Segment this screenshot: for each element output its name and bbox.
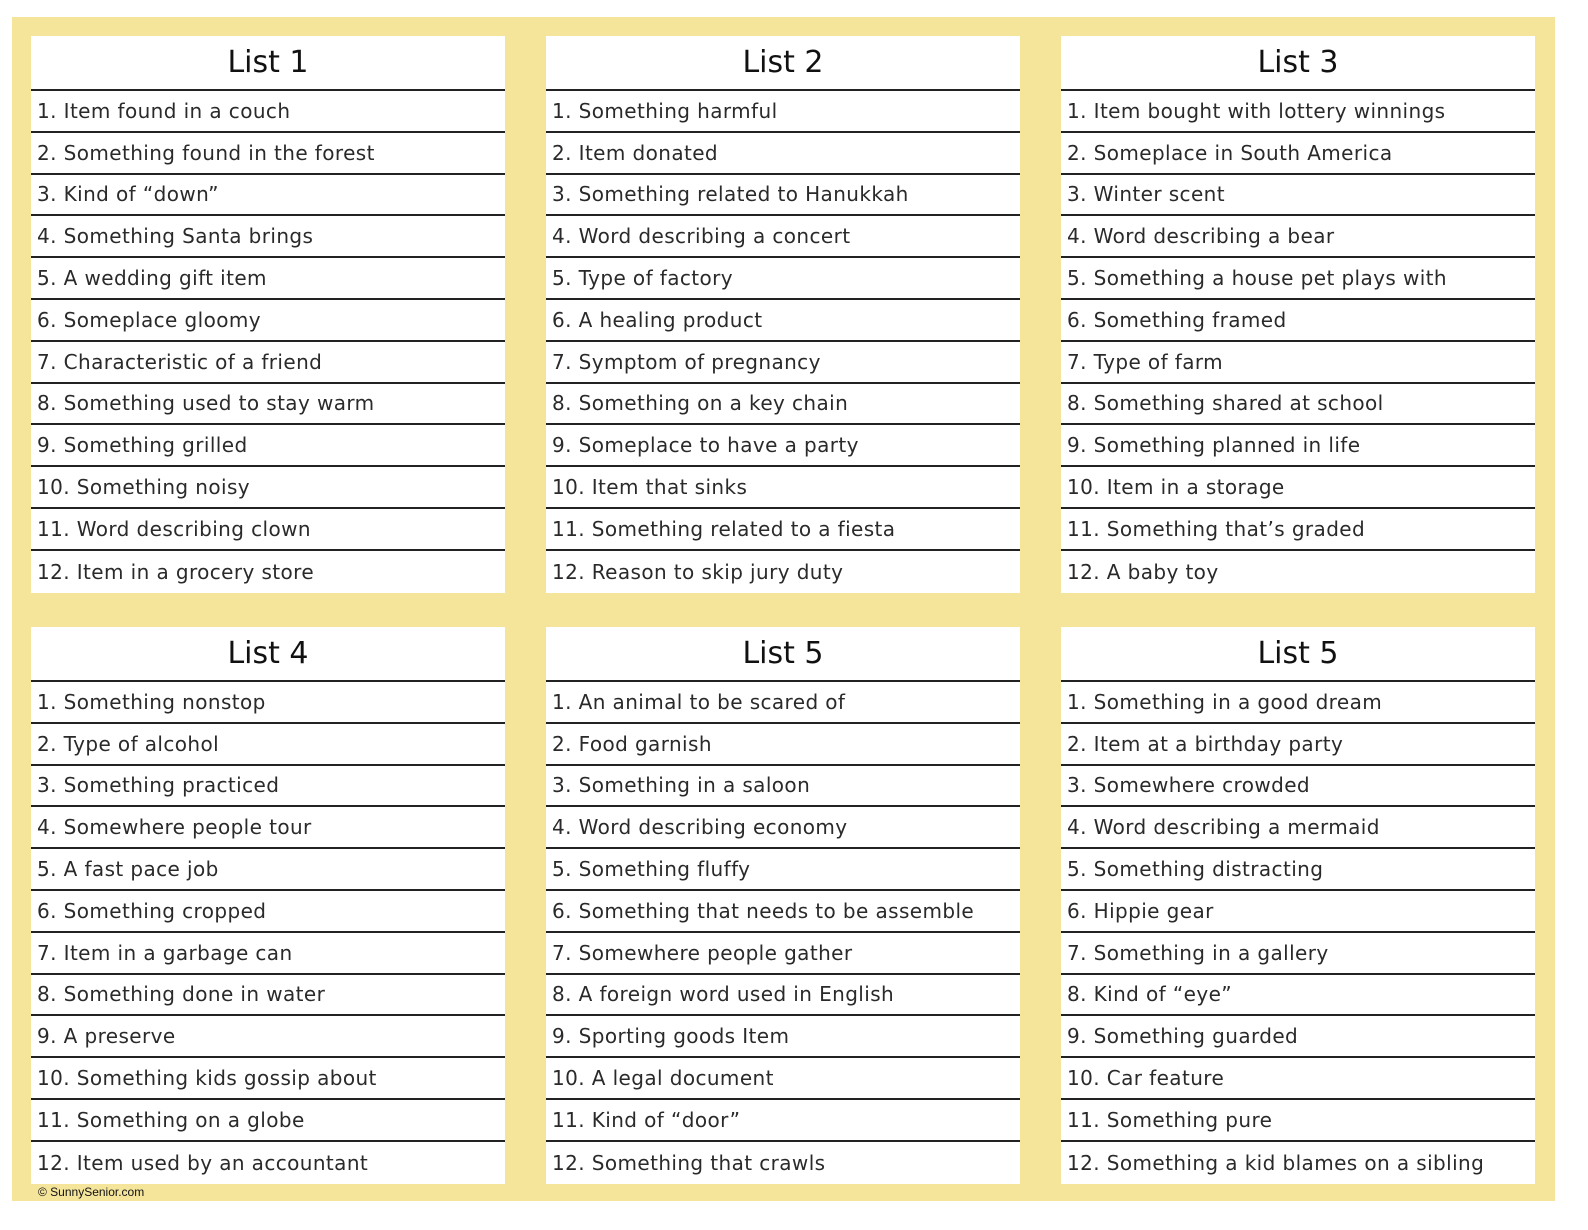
list-item: 7. Type of farm bbox=[1061, 342, 1535, 384]
list-title: List 3 bbox=[1061, 36, 1535, 91]
list-item: 12. Something a kid blames on a sibling bbox=[1067, 1150, 1485, 1175]
list-item: 12. Item used by an accountant bbox=[37, 1150, 369, 1175]
list-item: 3. Winter scent bbox=[1061, 175, 1535, 217]
list-item: 3. Something in a saloon bbox=[546, 766, 1020, 808]
list-item: 11. Something related to a fiesta bbox=[546, 509, 1020, 551]
list-item: 3. Something related to Hanukkah bbox=[546, 175, 1020, 217]
list-item: 9. A preserve bbox=[31, 1016, 505, 1058]
list-item: 8. Something shared at school bbox=[1061, 384, 1535, 426]
list-item: 6. Someplace gloomy bbox=[31, 300, 505, 342]
list-item: 7. Somewhere people gather bbox=[546, 933, 1020, 975]
list-item: 4. Word describing a concert bbox=[546, 216, 1020, 258]
list-item: 7. Characteristic of a friend bbox=[31, 342, 505, 384]
list-panel-2 bbox=[546, 36, 1020, 593]
list-item: 3. Somewhere crowded bbox=[1061, 766, 1535, 808]
list-item: 8. Something used to stay warm bbox=[31, 384, 505, 426]
list-item: 6. Something framed bbox=[1061, 300, 1535, 342]
list-item: 5. Type of factory bbox=[546, 258, 1020, 300]
list-item: 5. Something a house pet plays with bbox=[1061, 258, 1535, 300]
list-item: 11. Kind of “door” bbox=[546, 1100, 1020, 1142]
list-item: 8. Something on a key chain bbox=[546, 384, 1020, 426]
list-item: 6. Something cropped bbox=[31, 891, 505, 933]
list-item: 12. Reason to skip jury duty bbox=[552, 559, 844, 584]
list-item: 1. Item found in a couch bbox=[31, 91, 505, 133]
list-item: 10. Something kids gossip about bbox=[31, 1058, 505, 1100]
list-item: 2. Item donated bbox=[546, 133, 1020, 175]
list-item: 4. Word describing a mermaid bbox=[1061, 807, 1535, 849]
list-panel-6 bbox=[1061, 627, 1535, 1184]
list-item: 9. Something grilled bbox=[31, 425, 505, 467]
list-item: 3. Kind of “down” bbox=[31, 175, 505, 217]
list-item: 4. Somewhere people tour bbox=[31, 807, 505, 849]
list-title: List 5 bbox=[546, 627, 1020, 682]
list-item: 11. Something that’s graded bbox=[1061, 509, 1535, 551]
list-item: 1. Something nonstop bbox=[31, 682, 505, 724]
list-item: 7. Item in a garbage can bbox=[31, 933, 505, 975]
list-item: 5. A wedding gift item bbox=[31, 258, 505, 300]
list-item: 10. A legal document bbox=[546, 1058, 1020, 1100]
list-item: 1. Something in a good dream bbox=[1061, 682, 1535, 724]
list-item: 3. Something practiced bbox=[31, 766, 505, 808]
list-item: 10. Item in a storage bbox=[1061, 467, 1535, 509]
list-item: 7. Something in a gallery bbox=[1061, 933, 1535, 975]
list-item: 2. Someplace in South America bbox=[1061, 133, 1535, 175]
list-item: 6. Hippie gear bbox=[1061, 891, 1535, 933]
list-title: List 1 bbox=[31, 36, 505, 91]
list-item: 8. Something done in water bbox=[31, 975, 505, 1017]
copyright-footer: © SunnySenior.com bbox=[38, 1185, 145, 1199]
list-item: 2. Type of alcohol bbox=[31, 724, 505, 766]
list-item: 11. Something pure bbox=[1061, 1100, 1535, 1142]
list-item: 9. Sporting goods Item bbox=[546, 1016, 1020, 1058]
list-item: 7. Symptom of pregnancy bbox=[546, 342, 1020, 384]
list-title: List 5 bbox=[1061, 627, 1535, 682]
list-panel-4 bbox=[31, 627, 505, 1184]
list-item: 5. A fast pace job bbox=[31, 849, 505, 891]
list-item: 4. Word describing economy bbox=[546, 807, 1020, 849]
list-item: 9. Something guarded bbox=[1061, 1016, 1535, 1058]
list-title: List 4 bbox=[31, 627, 505, 682]
list-item: 5. Something fluffy bbox=[546, 849, 1020, 891]
list-item: 10. Item that sinks bbox=[546, 467, 1020, 509]
list-item: 8. Kind of “eye” bbox=[1061, 975, 1535, 1017]
list-item: 2. Food garnish bbox=[546, 724, 1020, 766]
list-item: 8. A foreign word used in English bbox=[546, 975, 1020, 1017]
list-item: 4. Something Santa brings bbox=[31, 216, 505, 258]
list-item: 12. A baby toy bbox=[1067, 559, 1219, 584]
list-title: List 2 bbox=[546, 36, 1020, 91]
worksheet bbox=[12, 17, 1555, 1201]
list-item: 10. Something noisy bbox=[31, 467, 505, 509]
list-item: 2. Item at a birthday party bbox=[1061, 724, 1535, 766]
list-panel-3 bbox=[1061, 36, 1535, 593]
lists-grid bbox=[31, 36, 1535, 1184]
list-item: 10. Car feature bbox=[1061, 1058, 1535, 1100]
list-item: 12. Item in a grocery store bbox=[37, 559, 315, 584]
list-item: 11. Something on a globe bbox=[31, 1100, 505, 1142]
list-item: 1. Item bought with lottery winnings bbox=[1061, 91, 1535, 133]
list-item: 2. Something found in the forest bbox=[31, 133, 505, 175]
list-item: 4. Word describing a bear bbox=[1061, 216, 1535, 258]
list-item: 1. An animal to be scared of bbox=[546, 682, 1020, 724]
list-item: 6. Something that needs to be assemble bbox=[546, 891, 1020, 933]
list-item: 5. Something distracting bbox=[1061, 849, 1535, 891]
list-item: 9. Something planned in life bbox=[1061, 425, 1535, 467]
list-item: 12. Something that crawls bbox=[552, 1150, 826, 1175]
list-item: 1. Something harmful bbox=[546, 91, 1020, 133]
list-panel-1 bbox=[31, 36, 505, 593]
list-item: 9. Someplace to have a party bbox=[546, 425, 1020, 467]
list-item: 11. Word describing clown bbox=[31, 509, 505, 551]
list-item: 6. A healing product bbox=[546, 300, 1020, 342]
list-panel-5 bbox=[546, 627, 1020, 1184]
